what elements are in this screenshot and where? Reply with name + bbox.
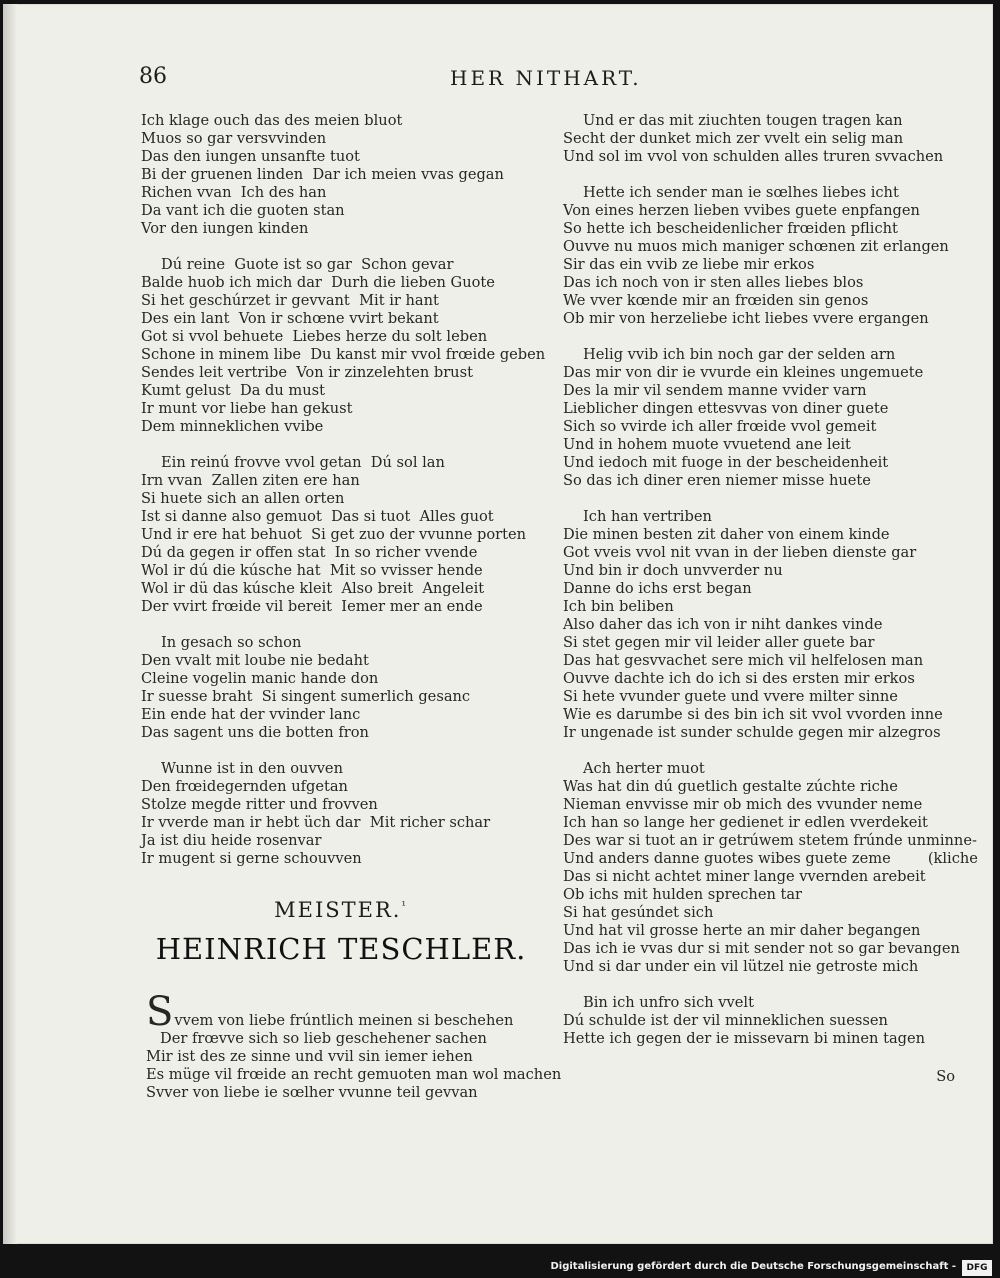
verse-line: Der vvirt frœide vil bereit Iemer mer an ende [141,598,483,615]
verse-line: Ouvve nu muos mich maniger schœnen zit erlangen [563,238,949,255]
verse-line: Ir suesse braht Si singent sumerlich gesanc [141,688,471,705]
stanza [141,634,541,742]
verse-line: Und er das mit ziuchten tougen tragen kan [583,112,903,129]
author-heading [141,892,541,968]
verse-line: Ouvve dachte ich do ich si des ersten mir erkos [563,670,915,687]
catchword: So [936,1068,955,1085]
verse-line: Und anders danne guotes wibes guete zeme (kliche [563,850,978,867]
footnote-mark: ¹ [401,899,408,912]
verse-line: Ach herter muot [583,760,705,777]
verse-line: Das hat gesvvachet sere mich vil helfelosen man [563,652,924,669]
verse-line: Und bin ir doch unvverder nu [563,562,783,579]
verse-line: Sich so vvirde ich aller frœide vvol gemeit [563,418,877,435]
verse-line: Got vveis vvol nit vvan in der lieben dienste gar [563,544,917,561]
verse-line: Ja ist diu heide rosenvar [141,832,322,849]
verse-line: Ir munt vor liebe han gekust [141,400,353,417]
verse-line: Ist si danne also gemuot Das si tuot Alles guot [141,508,494,525]
verse-line: Und si dar under ein vil lützel nie getroste mich [563,958,919,975]
verse-line: Das ich ie vvas dur si mit sender not so gar bevangen [563,940,960,957]
verse-line: Stolze megde ritter und frovven [141,796,378,813]
verse-line: Ich bin beliben [563,598,674,615]
author-name: HEINRICH TESCHLER. [155,932,527,966]
verse-line: Hette ich gegen der ie missevarn bi minen tagen [563,1030,926,1047]
right-column [563,112,978,1066]
verse-line: Ir mugent si gerne schouvven [141,850,362,867]
poem-line: Es müge vil frœide an recht gemuoten man wol machen [146,1066,562,1083]
verse-line: We vver kœnde mir an frœiden sin genos [563,292,869,309]
page-gutter-shadow [3,4,17,1244]
stanza [563,994,975,1048]
verse-line: Cleine vogelin manic hande don [141,670,379,687]
poem-line: Der frœvve sich so lieb geschehener sachen [160,1030,487,1047]
verse-line: Ob mir von herzeliebe icht liebes vvere ergangen [563,310,929,327]
verse-line: Ich klage ouch das des meien bluot [141,112,403,129]
verse-line: Dú schulde ist der vil minneklichen suessen [563,1012,888,1029]
verse-line: Balde huob ich mich dar Durh die lieben Guote [141,274,495,291]
poem-line: Svver von liebe ie sœlher vvunne teil gevvan [146,1084,478,1101]
verse-line: Vor den iungen kinden [141,220,309,237]
page-header [3,64,993,94]
verse-line: Das den iungen unsanfte tuot [141,148,360,165]
dfg-logo: DFG [962,1260,992,1276]
drop-cap: S [146,989,174,1035]
verse-line: Von eines herzen lieben vvibes guete enpfangen [563,202,920,219]
running-head: HER NITHART. [450,66,642,90]
verse-line: Des war si tuot an ir getrúwem stetem frúnde unminne- [563,832,977,849]
verse-line: Wie es darumbe si des bin ich sit vvol vvorden inne [563,706,943,723]
verse-line: Dú da gegen ir offen stat In so richer vvende [141,544,478,561]
verse-line: Danne do ichs erst began [563,580,752,597]
stanza [563,508,975,742]
verse-line: Das mir von dir ie vvurde ein kleines ungemuete [563,364,924,381]
verse-line: Sendes leit vertribe Von ir zinzelehten brust [141,364,473,381]
verse-line: Secht der dunket mich zer vvelt ein selig man [563,130,904,147]
poem-line: vvem von liebe frúntlich meinen si beschehen [174,1012,514,1029]
verse-line: Den vvalt mit loube nie bedaht [141,652,369,669]
verse-line: Helig vvib ich bin noch gar der selden arn [583,346,896,363]
verse-line: Was hat din dú guetlich gestalte zúchte riche [563,778,898,795]
poem-line: Mir ist des ze sinne und vvil sin iemer iehen [146,1048,473,1065]
verse-line: Si hat gesúndet sich [563,904,714,921]
verse-line: Wol ir dü das kúsche kleit Also breit Angeleit [141,580,485,597]
verse-line: In gesach so schon [161,634,302,651]
verse-line: Ich han so lange her gedienet ir edlen vverdekeit [563,814,928,831]
verse-line: Got si vvol behuete Liebes herze du solt leben [141,328,488,345]
verse-line: Wunne ist in den ouvven [161,760,343,777]
verse-line: Und iedoch mit fuoge in der bescheidenheit [563,454,889,471]
footer-bar [0,1259,1000,1278]
stanza [141,112,541,238]
stanza [141,760,541,868]
verse-line: So das ich diner eren niemer misse huete [563,472,871,489]
verse-line: Nieman envvisse mir ob mich des vvunder neme [563,796,923,813]
verse-line: Dem minneklichen vvibe [141,418,324,435]
page-number: 86 [139,64,167,89]
verse-line: Ob ichs mit hulden sprechen tar [563,886,803,903]
stanza [563,112,975,166]
verse-line: Schone in minem libe Du kanst mir vvol frœide geben [141,346,546,363]
verse-line: Und ir ere hat behuot Si get zuo der vvunne porten [141,526,527,543]
stanza [141,454,541,616]
verse-line: Und sol im vvol von schulden alles truren svvachen [563,148,944,165]
verse-line: Si stet gegen mir vil leider aller guete bar [563,634,875,651]
verse-line: Richen vvan Ich des han [141,184,327,201]
verse-line: Die minen besten zit daher von einem kinde [563,526,890,543]
verse-line: Wol ir dú die kúsche hat Mit so vvisser hende [141,562,483,579]
stanza [563,760,978,976]
verse-line: Kumt gelust Da du must [141,382,326,399]
verse-line: Des la mir vil sendem manne vvider varn [563,382,867,399]
verse-line: Ich han vertriben [583,508,712,525]
verse-line: Si hete vvunder guete und vvere milter sinne [563,688,898,705]
verse-line: Ir ungenade ist sunder schulde gegen mir alzegros [563,724,941,741]
verse-line: Und hat vil grosse herte an mir daher begangen [563,922,921,939]
verse-line: Des ein lant Von ir schœne vvirt bekant [141,310,439,327]
verse-line: Also daher das ich von ir niht dankes vinde [563,616,883,633]
verse-line: Das si nicht achtet miner lange vvernden arebeit [563,868,926,885]
verse-line: Sir das ein vvib ze liebe mir erkos [563,256,815,273]
verse-line: Muos so gar versvvinden [141,130,327,147]
book-page [3,4,993,1244]
author-label [141,892,541,924]
stanza [563,346,975,490]
author-label-text: MEISTER. [274,898,402,922]
verse-line: Dú reine Guote ist so gar Schon gevar [161,256,454,273]
verse-line: Lieblicher dingen ettesvvas von diner guete [563,400,889,417]
verse-line: Ein reinú frovve vvol getan Dú sol lan [161,454,445,471]
verse-line: Den frœidegernden ufgetan [141,778,348,795]
verse-line: Bi der gruenen linden Dar ich meien vvas gegan [141,166,504,183]
verse-line: Und in hohem muote vvuetend ane leit [563,436,851,453]
verse-line: Bin ich unfro sich vvelt [583,994,754,1011]
stanza [563,184,975,328]
footer-credit: Digitalisierung gefördert durch die Deutsche Forschungsgemeinschaft - [550,1261,956,1272]
poem-opening [146,976,562,1138]
verse-line: Irn vvan Zallen ziten ere han [141,472,360,489]
verse-line: Ir vverde man ir hebt üch dar Mit richer schar [141,814,491,831]
verse-line: Si huete sich an allen orten [141,490,345,507]
verse-line: Si het geschúrzet ir gevvant Mit ir hant [141,292,439,309]
verse-line: Das ich noch von ir sten alles liebes blos [563,274,864,291]
stanza [141,256,546,436]
verse-line: So hette ich bescheidenlicher frœiden pflicht [563,220,898,237]
left-column [141,112,546,886]
verse-line: Das sagent uns die botten fron [141,724,369,741]
verse-line: Ein ende hat der vvinder lanc [141,706,361,723]
verse-line: Da vant ich die guoten stan [141,202,345,219]
verse-line: Hette ich sender man ie sœlhes liebes icht [583,184,899,201]
